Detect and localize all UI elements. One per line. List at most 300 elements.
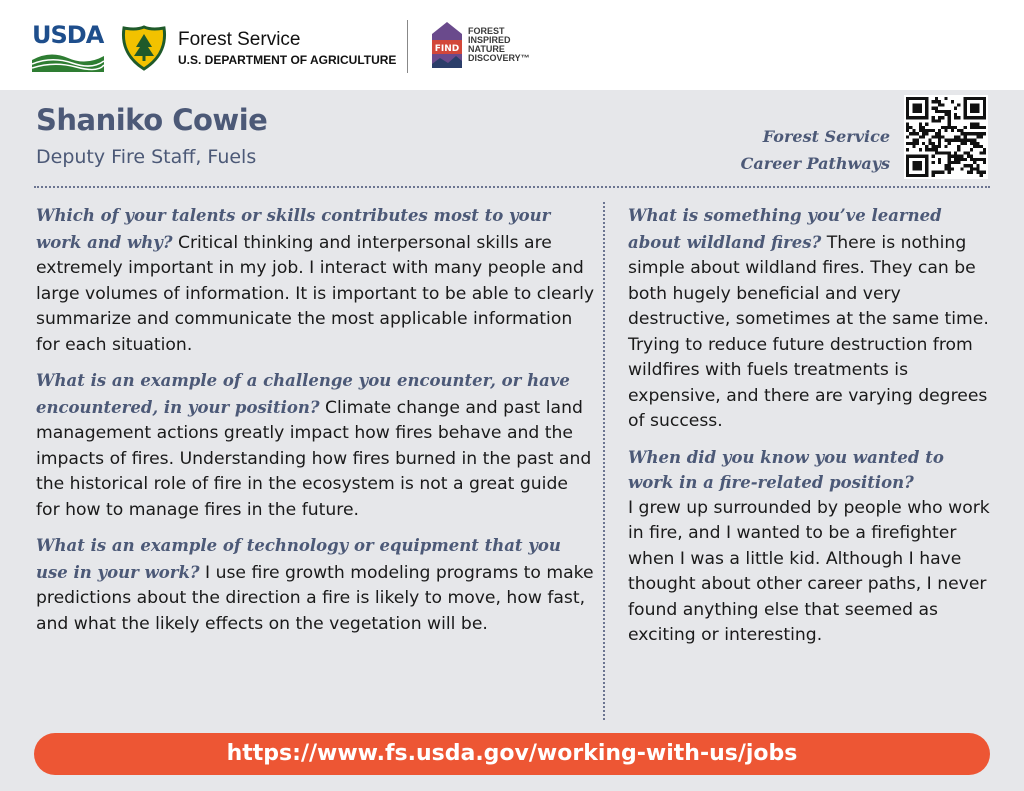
qr-module (906, 158, 909, 161)
qr-module (922, 174, 925, 177)
qr-code-icon (906, 97, 986, 177)
qr-module (912, 107, 915, 110)
qr-module (948, 123, 951, 126)
qr-module (925, 110, 928, 113)
qr-module (973, 110, 976, 113)
qr-module (954, 161, 957, 164)
qr-module (925, 129, 928, 132)
qr-module (919, 174, 922, 177)
qr-module (912, 142, 915, 145)
qr-module (957, 135, 960, 138)
usda-logo (32, 22, 104, 74)
qr-module (938, 139, 941, 142)
qr-module (954, 126, 957, 129)
qr-module (925, 97, 928, 100)
qr-module (912, 145, 915, 148)
qr-module (970, 155, 973, 158)
qr-module (970, 103, 973, 106)
qr-module (912, 129, 915, 132)
qr-module (938, 161, 941, 164)
qr-module (973, 158, 976, 161)
qr-module (919, 107, 922, 110)
qr-module (944, 139, 947, 142)
qr-module (922, 142, 925, 145)
qr-module (944, 110, 947, 113)
qr-module (912, 167, 915, 170)
qr-module (925, 174, 928, 177)
qr-module (928, 148, 931, 151)
qr-module (951, 161, 954, 164)
qr-module (948, 171, 951, 174)
qr-module (960, 158, 963, 161)
qa-item (628, 445, 990, 649)
qr-module (964, 158, 967, 161)
qr-module (944, 126, 947, 129)
qr-module (935, 151, 938, 154)
qr-module (960, 167, 963, 170)
qr-module (922, 97, 925, 100)
qr-module (976, 123, 979, 126)
find-line: NATURE (468, 44, 505, 54)
qr-module (970, 126, 973, 129)
qr-module (916, 167, 919, 170)
qr-module (951, 129, 954, 132)
qr-module (954, 116, 957, 119)
qr-module (916, 107, 919, 110)
qr-module (944, 129, 947, 132)
profile-name: Shaniko Cowie (36, 103, 268, 137)
qr-module (912, 164, 915, 167)
qr-module (964, 97, 967, 100)
qr-module (948, 155, 951, 158)
qr-module (983, 158, 986, 161)
qr-module (954, 151, 957, 154)
dotted-divider-vertical (603, 202, 605, 720)
qr-module (944, 164, 947, 167)
qr-module (944, 97, 947, 100)
find-line: DISCOVERY™ (468, 53, 530, 63)
qr-module (980, 158, 983, 161)
qr-module (932, 100, 935, 103)
qr-module (976, 110, 979, 113)
qr-module (938, 171, 941, 174)
qr-module (935, 171, 938, 174)
qa-item (36, 533, 596, 637)
qr-module (925, 161, 928, 164)
qr-module (938, 135, 941, 138)
qr-module (909, 142, 912, 145)
answer: Critical thinking and interpersonal skills are extremely important in my job. I interact with many people and large volumes of information. It is important to be able to clearly summarize and communicate the most applicable information for each situation. (36, 232, 595, 355)
qr-module (941, 171, 944, 174)
qr-module (922, 126, 925, 129)
agency-name: Forest Service (178, 29, 301, 50)
qr-module (967, 139, 970, 142)
qr-module (916, 110, 919, 113)
answer: There is nothing simple about wildland fires. They can be both hugely beneficial and very destructive, sometimes at the same time. Trying to reduce future destruction from wildfires with fuels treatments is expensive, and there are varying degrees of success. (628, 232, 989, 431)
qr-module (973, 123, 976, 126)
qr-module (912, 110, 915, 113)
qr-module (964, 139, 967, 142)
qr-module (948, 158, 951, 161)
qr-module (967, 164, 970, 167)
qr-module (935, 100, 938, 103)
qr-module (916, 103, 919, 106)
career-pathways-label (741, 123, 890, 177)
qr-module (906, 167, 909, 170)
qr-module (938, 151, 941, 154)
qr-module (967, 151, 970, 154)
qr-module (935, 97, 938, 100)
qr-module (916, 116, 919, 119)
qr-module (916, 97, 919, 100)
qr-module (909, 126, 912, 129)
pathways-line: Career Pathways (740, 154, 890, 173)
find-line: FOREST (468, 26, 505, 36)
department-name: U.S. DEPARTMENT OF AGRICULTURE (178, 53, 397, 67)
qr-module (916, 161, 919, 164)
qr-module (980, 116, 983, 119)
qr-module (983, 116, 986, 119)
usda-hills-icon (32, 50, 104, 72)
qr-module (932, 116, 935, 119)
qr-module (957, 145, 960, 148)
qr-module (932, 161, 935, 164)
qr-module (973, 161, 976, 164)
answer: I use fire growth modeling programs to make predictions about the direction a fire is likely to move, how fast, and what the likely effects on the vegetation will be. (36, 562, 594, 634)
qr-module (983, 171, 986, 174)
qr-module (925, 123, 928, 126)
qr-module (964, 103, 967, 106)
qr-module (983, 151, 986, 154)
qr-module (980, 151, 983, 154)
qr-module (922, 155, 925, 158)
qr-module (906, 171, 909, 174)
qr-module (960, 132, 963, 135)
qr-module (951, 100, 954, 103)
qr-module (925, 116, 928, 119)
qr-module (970, 148, 973, 151)
qr-module (970, 139, 973, 142)
qr-module (948, 167, 951, 170)
qr-module (983, 132, 986, 135)
qr-module (906, 161, 909, 164)
qr-module (976, 171, 979, 174)
qr-module (906, 129, 909, 132)
qr-module (951, 155, 954, 158)
qr-module (983, 97, 986, 100)
qr-module (964, 132, 967, 135)
qr-module (944, 145, 947, 148)
qr-module (919, 110, 922, 113)
qr-module (932, 171, 935, 174)
qr-module (932, 148, 935, 151)
qr-module (912, 116, 915, 119)
qr-module (970, 142, 973, 145)
qr-module (938, 129, 941, 132)
qr-module (973, 107, 976, 110)
qr-module (919, 135, 922, 138)
qr-module (938, 132, 941, 135)
qr-module (909, 132, 912, 135)
qr-module (925, 148, 928, 151)
question: What is an example of technology or equipment that you use in your work? (36, 536, 561, 582)
qr-module (932, 142, 935, 145)
qr-module (948, 116, 951, 119)
page-header (0, 0, 1024, 90)
qr-module (951, 126, 954, 129)
find-program-name (468, 27, 530, 63)
qr-module (976, 164, 979, 167)
qr-module (967, 97, 970, 100)
qr-module (919, 116, 922, 119)
qr-module (919, 103, 922, 106)
qr-module (976, 135, 979, 138)
qr-module (980, 174, 983, 177)
qr-module (935, 107, 938, 110)
qr-module (935, 110, 938, 113)
qr-module (970, 171, 973, 174)
qr-module (970, 158, 973, 161)
qr-module (912, 139, 915, 142)
qr-module (973, 139, 976, 142)
qr-module (922, 132, 925, 135)
qr-module (957, 158, 960, 161)
qr-module (948, 113, 951, 116)
qr-module (954, 139, 957, 142)
qr-module (983, 107, 986, 110)
qr-module (948, 161, 951, 164)
qr-module (970, 123, 973, 126)
qr-module (944, 113, 947, 116)
qr-module (938, 142, 941, 145)
profile-title: Deputy Fire Staff, Fuels (36, 146, 257, 168)
qr-module (964, 135, 967, 138)
qr-module (948, 119, 951, 122)
qr-module (916, 174, 919, 177)
qr-module (941, 103, 944, 106)
qr-module (909, 155, 912, 158)
qr-module (925, 167, 928, 170)
qr-module (983, 126, 986, 129)
qr-module (976, 126, 979, 129)
qr-module (925, 113, 928, 116)
qr-module (983, 161, 986, 164)
qr-module (919, 129, 922, 132)
qr-module (938, 103, 941, 106)
qr-module (976, 107, 979, 110)
qr-module (932, 107, 935, 110)
qr-module (980, 126, 983, 129)
qr-module (951, 139, 954, 142)
qr-module (941, 110, 944, 113)
qr-module (938, 110, 941, 113)
qr-module (906, 174, 909, 177)
qr-module (906, 107, 909, 110)
qr-module (922, 116, 925, 119)
qr-module (964, 164, 967, 167)
qr-module (912, 161, 915, 164)
qr-module (970, 116, 973, 119)
qr-module (932, 145, 935, 148)
qr-module (906, 164, 909, 167)
qr-module (970, 132, 973, 135)
qr-module (980, 145, 983, 148)
qr-module (941, 116, 944, 119)
qr-module (919, 123, 922, 126)
qr-code[interactable] (904, 95, 988, 179)
qr-module (964, 107, 967, 110)
qr-module (916, 164, 919, 167)
qr-module (973, 132, 976, 135)
qr-module (967, 132, 970, 135)
qr-module (919, 161, 922, 164)
qr-module (906, 110, 909, 113)
qr-module (935, 119, 938, 122)
qr-module (964, 110, 967, 113)
header-divider (407, 20, 408, 73)
qr-module (906, 100, 909, 103)
qr-module (957, 155, 960, 158)
qr-module (932, 129, 935, 132)
qr-module (928, 139, 931, 142)
qr-module (976, 116, 979, 119)
dotted-divider-horizontal (34, 186, 990, 188)
qr-module (983, 100, 986, 103)
question: What is something you’ve learned about wildland fires? (628, 206, 942, 252)
qr-module (909, 116, 912, 119)
qr-module (964, 142, 967, 145)
qr-module (948, 164, 951, 167)
qr-module (916, 142, 919, 145)
qr-module (916, 155, 919, 158)
career-card (0, 90, 1024, 791)
qr-module (983, 113, 986, 116)
qr-module (954, 113, 957, 116)
qr-module (983, 148, 986, 151)
qr-module (906, 123, 909, 126)
qr-module (957, 116, 960, 119)
qr-module (912, 103, 915, 106)
qr-module (970, 164, 973, 167)
qr-module (976, 132, 979, 135)
qr-module (906, 135, 909, 138)
qr-module (925, 132, 928, 135)
jobs-url-link[interactable]: https://www.fs.usda.gov/working-with-us/jobs (34, 733, 990, 775)
qr-module (960, 155, 963, 158)
qr-module (973, 103, 976, 106)
qr-module (954, 107, 957, 110)
qr-module (973, 126, 976, 129)
qr-module (906, 116, 909, 119)
qr-module (976, 167, 979, 170)
qr-module (925, 100, 928, 103)
qr-module (976, 142, 979, 145)
qr-module (960, 139, 963, 142)
qr-module (983, 110, 986, 113)
qr-module (976, 145, 979, 148)
qr-module (935, 132, 938, 135)
qr-module (925, 171, 928, 174)
qr-module (912, 132, 915, 135)
qr-module (980, 132, 983, 135)
qr-module (954, 135, 957, 138)
qr-module (919, 164, 922, 167)
qr-module (925, 107, 928, 110)
qr-module (935, 145, 938, 148)
qr-module (964, 100, 967, 103)
qr-module (954, 158, 957, 161)
qr-module (935, 148, 938, 151)
qr-module (973, 145, 976, 148)
qa-item (36, 203, 596, 358)
qr-module (957, 148, 960, 151)
qr-module (938, 158, 941, 161)
qr-module (909, 97, 912, 100)
qr-module (906, 113, 909, 116)
qr-module (973, 116, 976, 119)
qr-module (935, 135, 938, 138)
qr-module (916, 139, 919, 142)
qr-module (928, 142, 931, 145)
qr-module (944, 151, 947, 154)
qr-module (957, 129, 960, 132)
qr-module (919, 167, 922, 170)
qr-module (919, 155, 922, 158)
qr-module (967, 171, 970, 174)
qr-module (906, 148, 909, 151)
find-badge-icon (430, 20, 464, 70)
qr-module (970, 167, 973, 170)
qr-module (964, 113, 967, 116)
qr-module (919, 126, 922, 129)
qr-module (922, 129, 925, 132)
qr-module (964, 116, 967, 119)
pathways-line: Forest Service (762, 127, 890, 146)
qr-module (938, 116, 941, 119)
qr-module (944, 167, 947, 170)
qr-module (980, 135, 983, 138)
qr-module (922, 135, 925, 138)
qr-module (980, 171, 983, 174)
qr-module (957, 161, 960, 164)
qr-module (925, 164, 928, 167)
usda-logo-text: USDA (32, 21, 104, 49)
qr-module (960, 142, 963, 145)
qr-module (983, 103, 986, 106)
qr-module (925, 158, 928, 161)
qr-module (928, 129, 931, 132)
forest-service-shield-icon (121, 25, 167, 71)
qr-module (973, 167, 976, 170)
qr-module (938, 100, 941, 103)
answer: Climate change and past land management actions greatly impact how fires behave and the impacts of fires. Understanding how fires burned in the past and the historical role of fire in the ecosystem is not a great guide for how to manage fires in the future. (36, 397, 592, 520)
qr-module (964, 126, 967, 129)
qr-module (925, 103, 928, 106)
left-column (36, 203, 596, 647)
qr-module (912, 97, 915, 100)
qr-module (906, 126, 909, 129)
answer: I grew up surrounded by people who work in fire, and I wanted to be a firefighter when I was a little kid. Although I have thought about other career paths, I never found anything else that seemed as exciting or interesting. (628, 497, 990, 645)
qr-module (980, 97, 983, 100)
qr-module (919, 148, 922, 151)
qr-module (960, 129, 963, 132)
qr-module (957, 139, 960, 142)
qr-module (906, 142, 909, 145)
qr-module (916, 132, 919, 135)
qr-module (967, 116, 970, 119)
qr-module (948, 126, 951, 129)
find-badge-label: FIND (434, 44, 460, 54)
